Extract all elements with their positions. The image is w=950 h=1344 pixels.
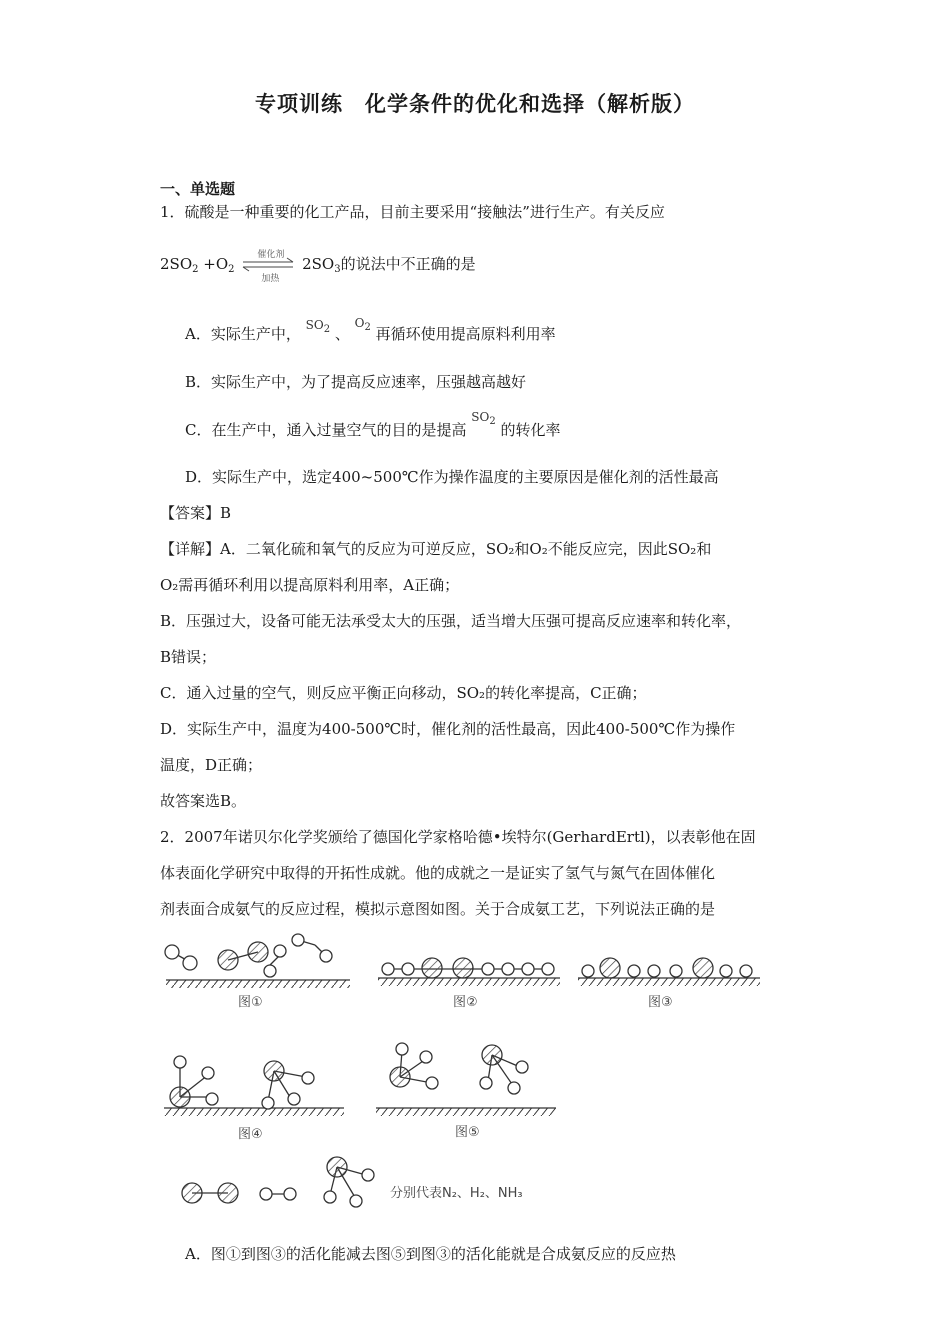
figure-4 <box>164 1056 344 1116</box>
figure-5-caption: 图⑤ <box>455 1125 480 1140</box>
figure-3-caption: 图③ <box>648 995 673 1010</box>
q1-detail-line: D．实际生产中，温度为400-500℃时，催化剂的活性最高，因此400-500℃作为操作 <box>160 720 736 738</box>
q2-stem-line: 2．2007年诺贝尔化学奖颁给了德国化学家格哈德•埃特尔(GerhardErtl)，以表彰他在固 <box>160 828 756 846</box>
q1-stem-tail: 的说法中不正确的是 <box>340 255 476 273</box>
equation-o2: +O <box>203 255 229 273</box>
q1-option-a[interactable]: A．实际生产中， $^{SO_2}$ 、 $^{O_2}$ 再循环使用提高原料利用率 <box>185 316 556 343</box>
equilibrium-arrow-icon: 催化剂 加热 <box>239 255 297 275</box>
equation-right: 2SO <box>302 255 335 273</box>
q1-detail-line: O₂需再循环利用以提高原料利用率，A正确； <box>160 576 460 594</box>
figure-3 <box>578 958 760 986</box>
q1-detail-line: B错误； <box>160 648 217 666</box>
q1-detail-line: B．压强过大，设备可能无法承受太大的压强，适当增大压强可提高反应速率和转化率， <box>160 612 742 630</box>
q1-option-c[interactable]: C．在生产中，通入过量空气的目的是提高 $^{SO_2}$ 的转化率 <box>185 410 561 439</box>
q1-detail-line: C．通入过量的空气，则反应平衡正向移动，SO₂的转化率提高，C正确； <box>160 684 647 702</box>
q1-equation: $2SO_2 +O_2$ 催化剂 加热 $2SO_3$的说法中不正确的是 <box>160 250 476 284</box>
ammonia-synthesis-diagram <box>150 925 790 1215</box>
q2-option-a[interactable]: A．图①到图③的活化能减去图⑤到图③的活化能就是合成氨反应的反应热 <box>185 1245 676 1263</box>
figure-2-caption: 图② <box>453 995 478 1010</box>
q2-stem-line: 体表面化学研究中取得的开拓性成就。他的成就之一是证实了氢气与氮气在固体催化 <box>160 864 716 882</box>
legend-molecules <box>182 1157 374 1207</box>
q1-detail-line: 故答案选B。 <box>160 792 247 810</box>
q1-detail-line: 【详解】A．二氧化硫和氧气的反应为可逆反应，SO₂和O₂不能反应完，因此SO₂和 <box>160 540 712 558</box>
q1-option-d[interactable]: D．实际生产中，选定400~500℃作为操作温度的主要原因是催化剂的活性最高 <box>185 468 719 486</box>
equation-left: 2SO <box>160 255 193 273</box>
figure-4-caption: 图④ <box>238 1127 263 1142</box>
figure-1 <box>165 934 350 988</box>
section-heading: 一、单选题 <box>160 180 236 198</box>
legend-label: 分别代表N₂、H₂、NH₃ <box>390 1186 523 1201</box>
figure-2 <box>378 958 560 986</box>
page-title: 专项训练 化学条件的优化和选择（解析版） <box>255 92 695 116</box>
q1-option-b[interactable]: B．实际生产中，为了提高反应速率，压强越高越好 <box>185 373 527 391</box>
figure-5 <box>376 1043 556 1116</box>
q1-stem: 1．硫酸是一种重要的化工产品，目前主要采用“接触法”进行生产。有关反应 <box>160 203 665 221</box>
figure-1-caption: 图① <box>238 995 263 1010</box>
q1-detail-line: 温度，D正确； <box>160 756 263 774</box>
q1-answer: 【答案】B <box>160 504 232 522</box>
q2-stem-line: 剂表面合成氨气的反应过程，模拟示意图如图。关于合成氨工艺，下列说法正确的是 <box>160 900 716 918</box>
